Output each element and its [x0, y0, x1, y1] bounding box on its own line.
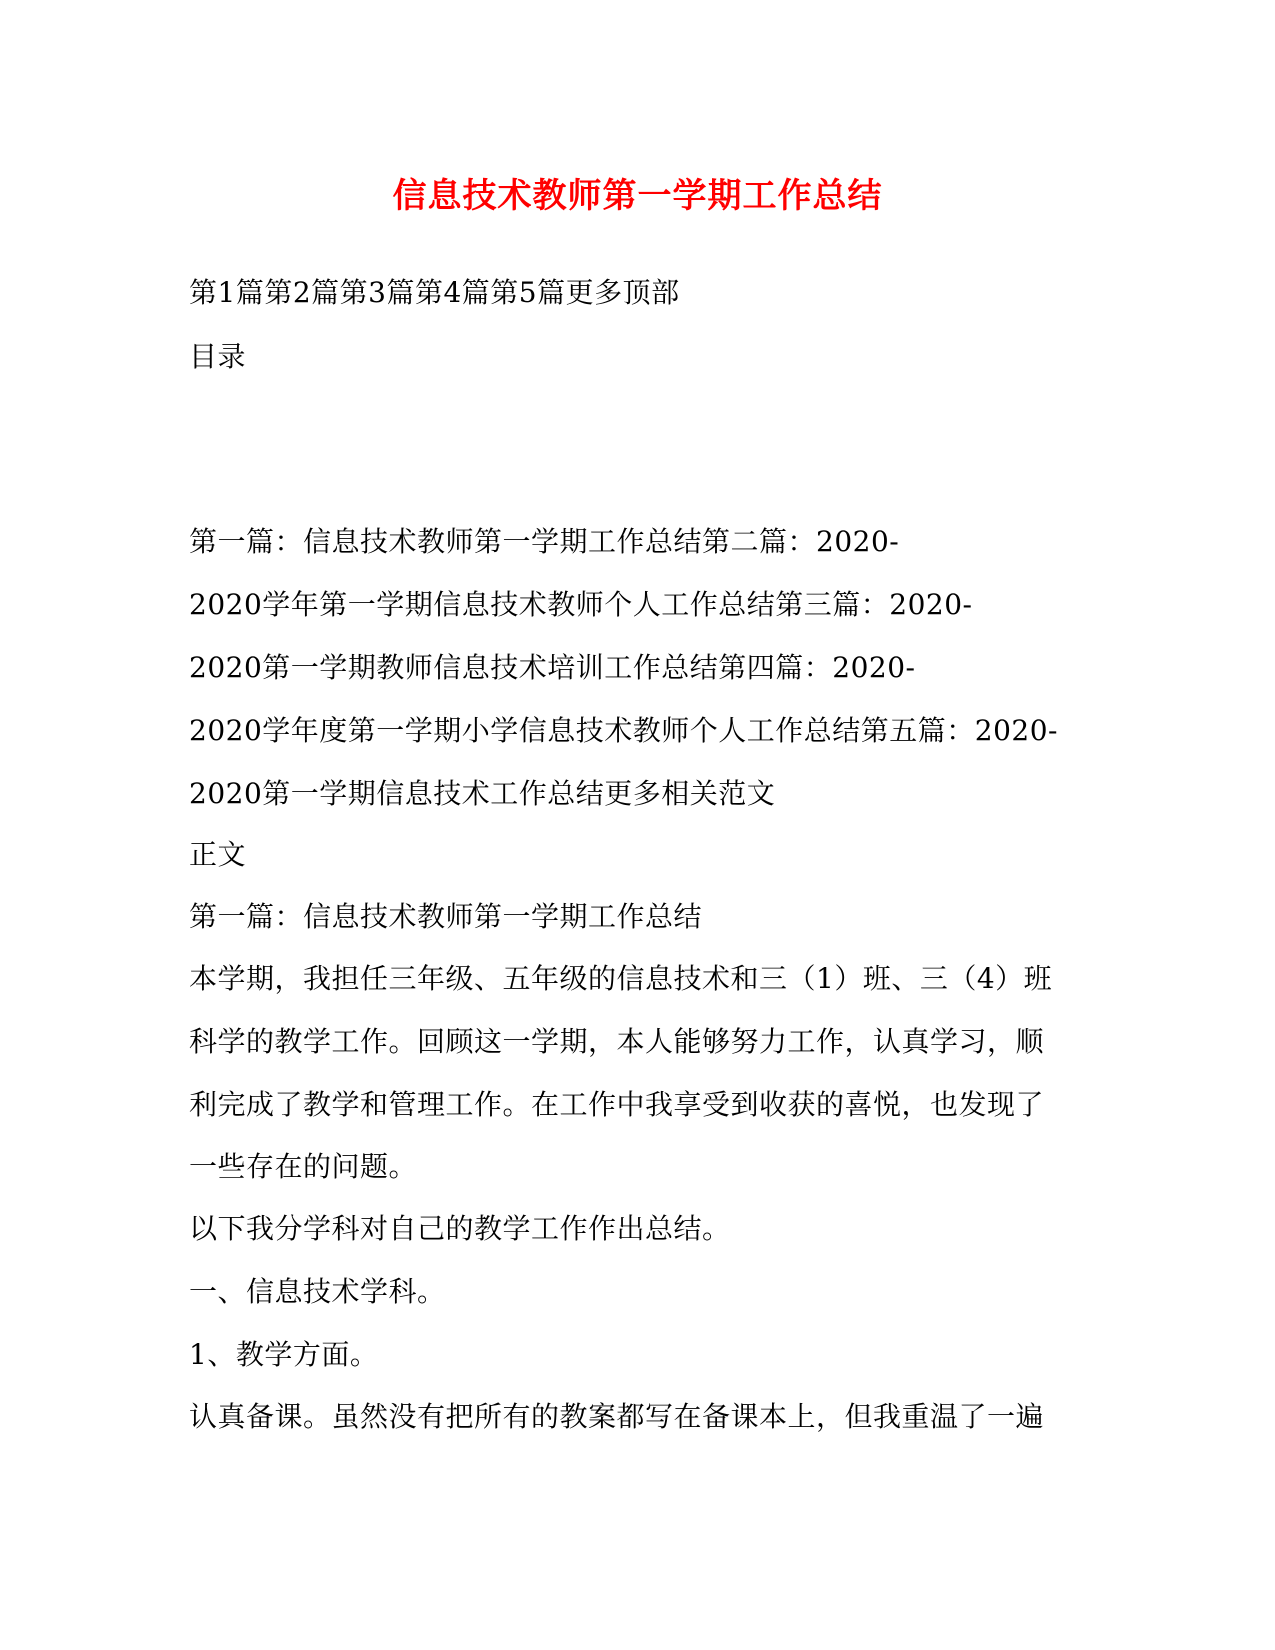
body-paragraph-line: 一些存在的问题。: [189, 1150, 418, 1183]
toc-line: 2020第一学期信息技术工作总结更多相关范文: [189, 777, 776, 810]
subsection-heading: 1、教学方面。: [189, 1338, 379, 1371]
body-heading: 正文: [189, 838, 247, 871]
document-title: 信息技术教师第一学期工作总结: [392, 176, 883, 216]
body-paragraph-line: 以下我分学科对自己的教学工作作出总结。: [189, 1212, 731, 1245]
toc-line: 第一篇：信息技术教师第一学期工作总结第二篇：2020-: [189, 525, 900, 558]
body-paragraph-line: 利完成了教学和管理工作。在工作中我享受到收获的喜悦，也发现了: [189, 1088, 1045, 1121]
body-paragraph-line: 本学期，我担任三年级、五年级的信息技术和三（1）班、三（4）班: [189, 962, 1053, 995]
body-paragraph-line: 科学的教学工作。回顾这一学期，本人能够努力工作，认真学习，顺: [189, 1025, 1045, 1058]
article-nav: 第1篇第2篇第3篇第4篇第5篇更多顶部: [189, 276, 680, 309]
toc-line: 2020学年第一学期信息技术教师个人工作总结第三篇：2020-: [189, 588, 973, 621]
body-paragraph-line: 认真备课。虽然没有把所有的教案都写在备课本上，但我重温了一遍: [189, 1400, 1045, 1433]
toc-heading: 目录: [189, 340, 247, 373]
toc-line: 2020第一学期教师信息技术培训工作总结第四篇：2020-: [189, 651, 916, 684]
section-heading: 一、信息技术学科。: [189, 1275, 446, 1308]
article-heading: 第一篇：信息技术教师第一学期工作总结: [189, 900, 703, 933]
toc-line: 2020学年度第一学期小学信息技术教师个人工作总结第五篇：2020-: [189, 714, 1058, 747]
